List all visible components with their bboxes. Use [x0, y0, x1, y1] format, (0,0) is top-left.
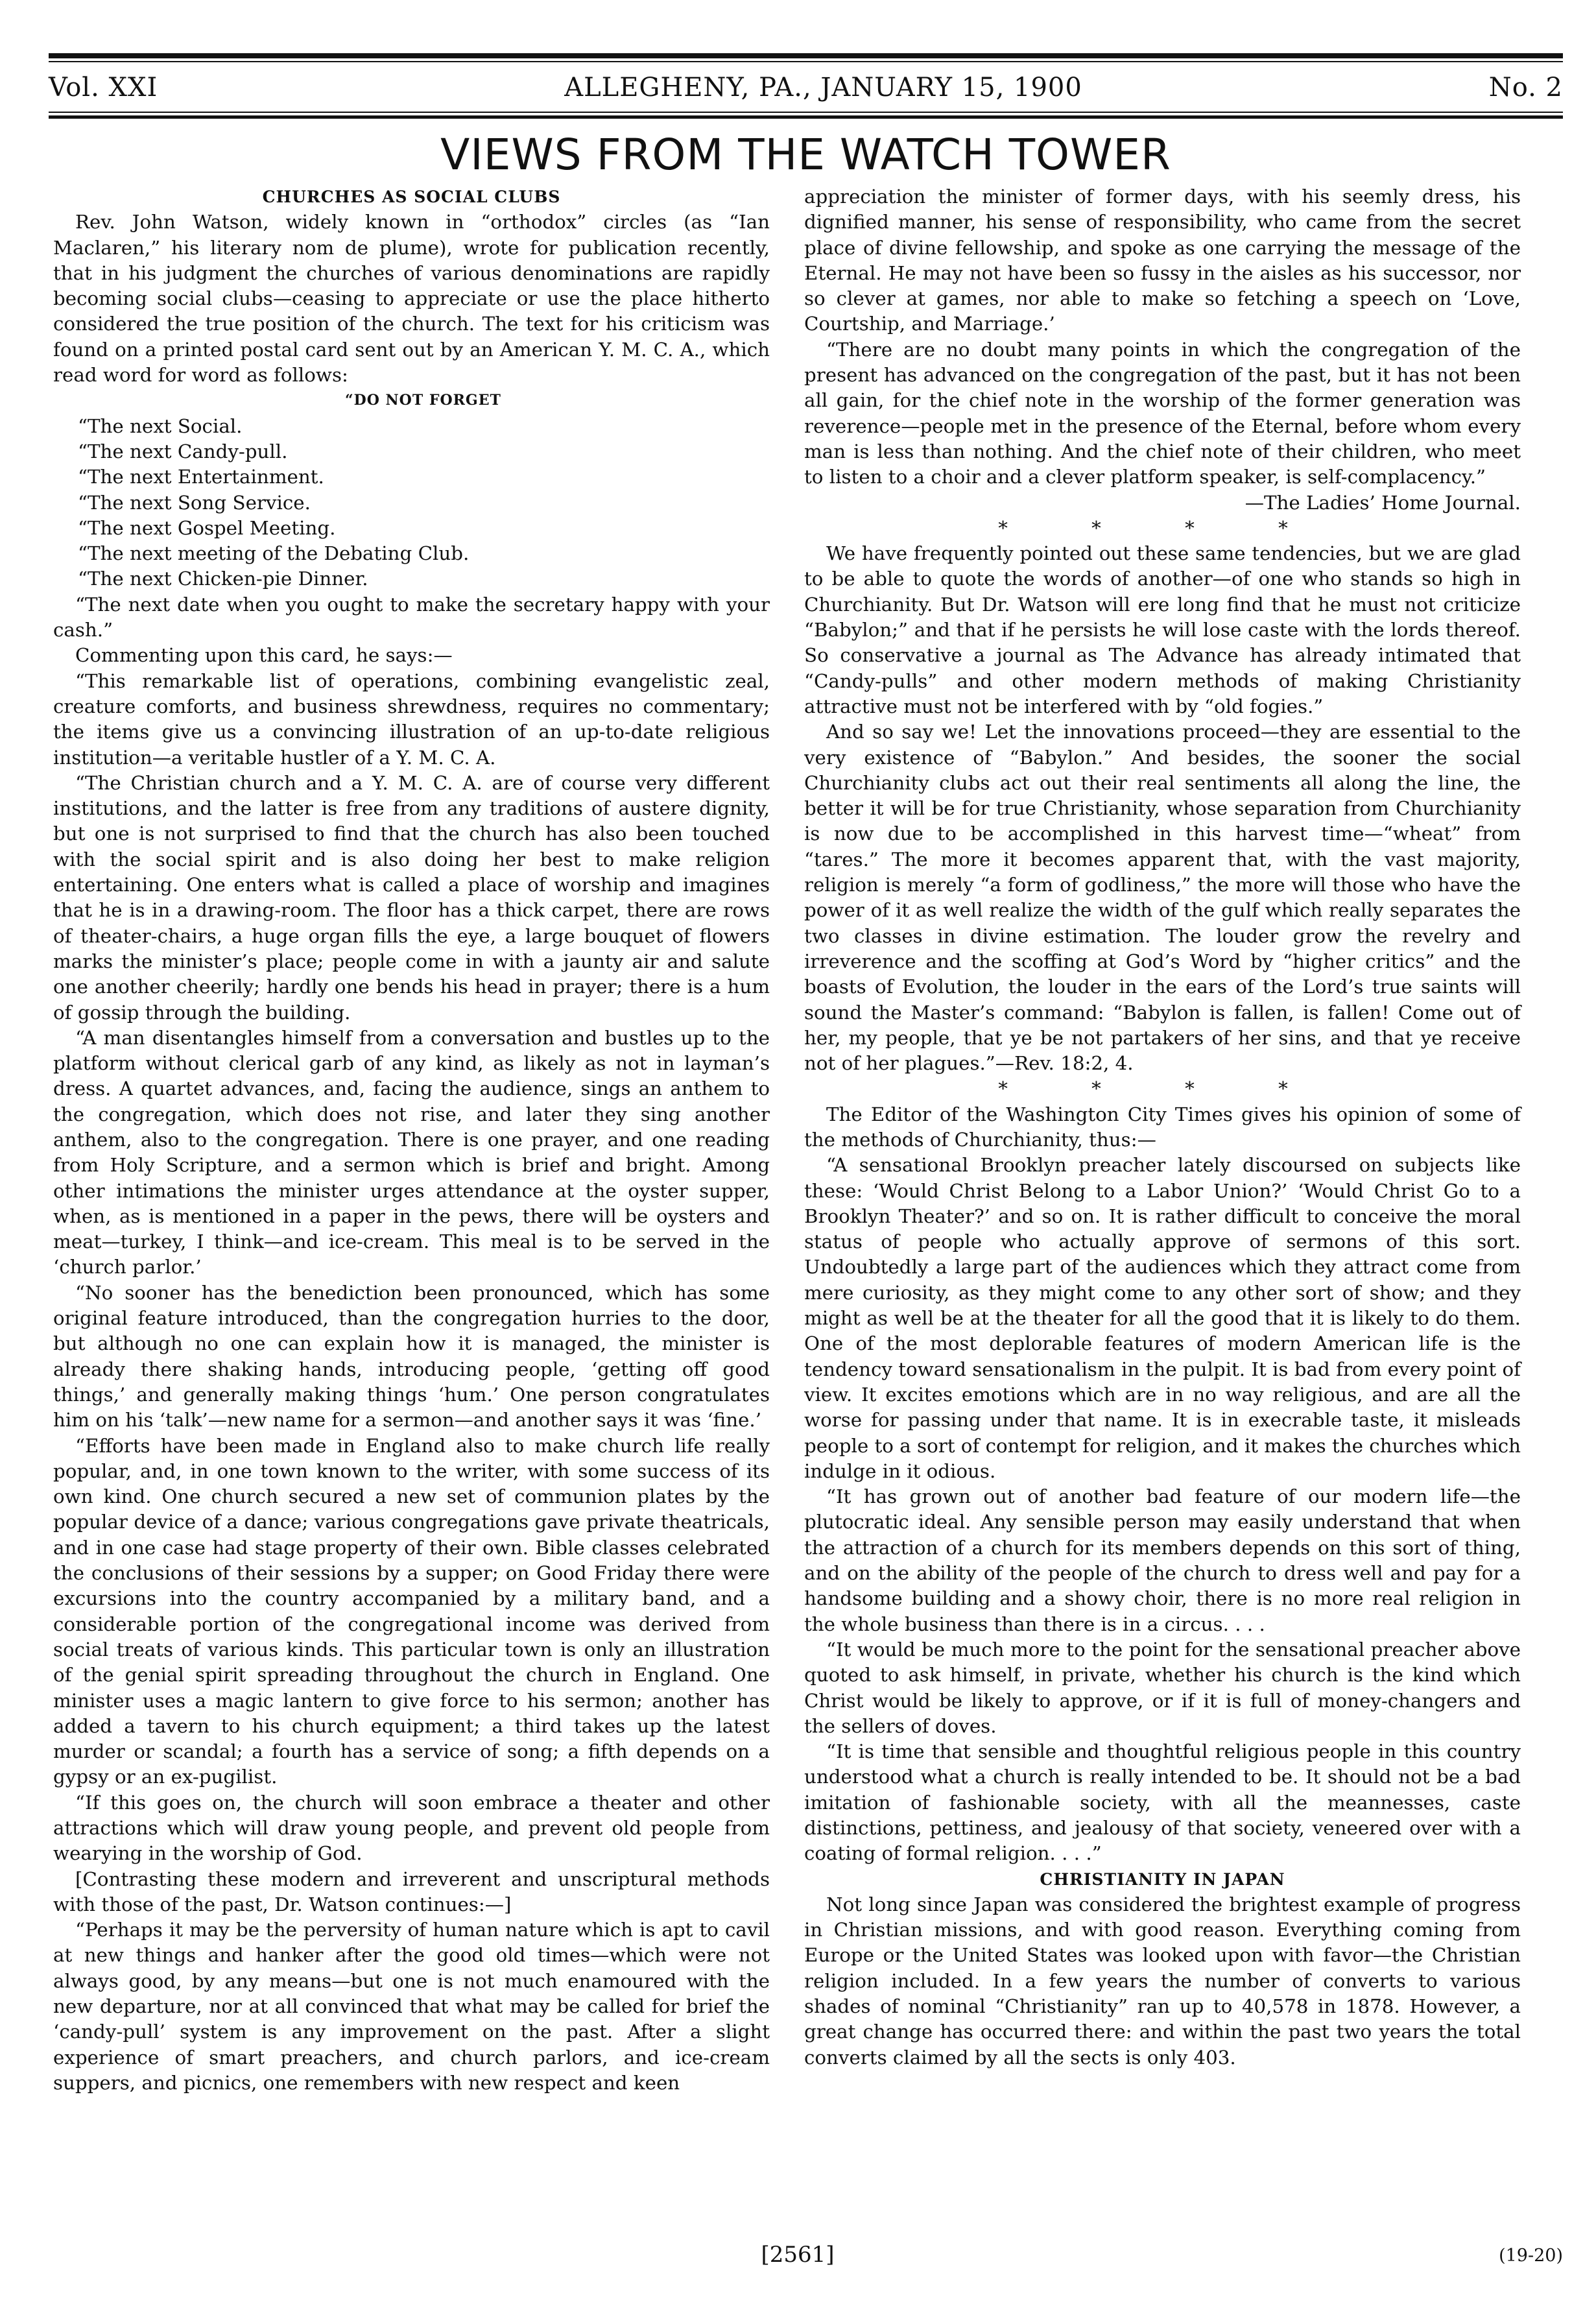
page-number: [2561] — [761, 2242, 835, 2268]
paragraph: “Efforts have been made in England also to make church life really popular, and, in one town known to the writer, with some success of its own kind. One church secured a new set of communion plates by the popular device of a dance; various congregations gave private theatricals, and in one case had stage property of their own. Bible classes celebrated the conclusions of their sessions by a supper; on Good Friday there were excursions into the country accompanied by a military band, and a considerable portion of the congregational income was derived from social treats of various kinds. This particular town is only an illustration of the genial spirit spreading throughout the church in England. One minister uses a magic lantern to give force to his sermon; another has added a tavern to his church equipment; a third takes up the latest murder or scandal; a fourth has a service of song; a fifth depends on a gypsy or an ex-pugilist. — [53, 1434, 770, 1788]
paragraph: “A sensational Brooklyn preacher lately discoursed on subjects like these: ‘Would Christ Belong to a Labor Union?’ ‘Would Christ Go to a Brooklyn Theater?’ and so on. It is rather difficult to conceive the moral status of people who actually approve of sermons of this sort. Undoubtedly a large part of the audiences which they attract come from mere curiosity, as they might come to any other sort of show; and they might as well be at the theater for all the good that it is likely to do them. One of the most deplorable features of modern American life is the tendency toward sensationalism in the pulpit. It is bad from every point of view. It excites emotions which are in no way religious, and are all the worse for passing under that name. It is in execrable taste, it misleads people to a sort of contempt for religion, and it makes the churches which indulge in it odious. — [804, 1154, 1521, 1482]
volume-label: Vol. XXI — [49, 73, 158, 102]
paragraph: “If this goes on, the church will soon embrace a theater and other attractions which will draw young people, and prevent old people from wearying in the worship of God. — [53, 1791, 770, 1865]
source-attribution: —The Ladies’ Home Journal. — [1245, 491, 1521, 514]
card-line: “The next Chicken-pie Dinner. — [78, 568, 368, 590]
paragraph: We have frequently pointed out these same tendencies, but we are glad to be able to quote the words of another—of one who stands so high in Churchianity. But Dr. Watson will ere long find that he must not criticize “Babylon;” and that if he persists he will lose caste with the lords thereof. So conservative a journal as The Advance has already intimated that “Candy-pulls” and other modern methods of making Christianity attractive must not be interfered with by “old fogies.” — [804, 542, 1521, 717]
issue-number: No. 2 — [1488, 73, 1563, 102]
paragraph: “It would be much more to the point for the sensational preacher above quoted to ask himself, in private, whether his church is the kind which Christ would be likely to approve, or if it is full of money-changers and the sellers of doves. — [804, 1638, 1521, 1737]
card-line: “The next Gospel Meeting. — [78, 516, 336, 539]
paragraph: “A man disentangles himself from a conversation and bustles up to the platform without clerical garb of any kind, as likely as not in layman’s dress. A quartet advances, and, facing the audience, sings an anthem to the congregation, which does not rise, and later they sing another anthem, also to the congregation. There is one prayer, and one reading from Holy Scripture, and a sermon which is brief and bright. Among other intimations the minister urges attendance at the oyster supper, when, as is mentioned in a paper in the pews, there will be oysters and meat—turkey, I think—and ice-cream. This meal is to be served in the ‘church parlor.’ — [53, 1026, 770, 1278]
card-line: “The next Entertainment. — [78, 466, 324, 488]
paragraph: “This remarkable list of operations, combining evangelistic zeal, creature comforts, and business shrewdness, requires no commentary; the items give us a convincing illustration of an up-to-date religious institution—a veritable hustler of a Y. M. C. A. — [53, 669, 770, 769]
card-line: “The next meeting of the Debating Club. — [78, 542, 470, 565]
paragraph: “The Christian church and a Y. M. C. A. are of course very different institutions, and the latter is free from any traditions of austere dignity, but one is not surprised to find that the church has also been touched with the social spirit and is also doing her best to make religion entertaining. One enters what is called a place of worship and imagines that he is in a drawing-room. The floor has a thick carpet, there are rows of theater-chairs, a huge organ fills the eye, a large bouquet of flowers marks the minister’s place; people come in with a jaunty air and salute one another cheerily; hardly one bends his head in prayer; there is a hum of gossip through the building. — [53, 771, 770, 1024]
page-code: (19-20) — [1499, 2246, 1563, 2266]
top-rule-thick — [49, 53, 1563, 58]
card-line: “The next Candy-pull. — [78, 440, 288, 462]
paragraph: Commenting upon this card, he says:— — [75, 644, 453, 667]
page-title: VIEWS FROM THE WATCH TOWER — [440, 130, 1171, 180]
paragraph: And so say we! Let the innovations proceed—they are essential to the very existence of “Babylon.” And besides, the sooner the social Churchianity clubs act out their real sentiments all along the line, the better it will be for true Christianity, whose separation from Churchianity is now due to be accomplished in this harvest time—“wheat” from “tares.” The more it becomes apparent that, with the vast majority, religion is merely “a form of godliness,” the more will those who have the power of it as well realize the width of the gulf which really separates the two classes in divine estimation. The louder grow the revelry and irreverence and the scoffing at God’s Word by “higher critics” and the boasts of Evolution, the louder in the ears of the Lord’s true saints will sound the Master’s command: “Babylon is fallen, is fallen! Come out of her, my people, that ye be not partakers of her sins, and that ye receive not of her plagues.”—Rev. 18:2, 4. — [804, 721, 1521, 1075]
place-date: ALLEGHENY, PA., JANUARY 15, 1900 — [564, 73, 1082, 102]
header-rule-thin — [49, 112, 1563, 113]
card-line: “The next Social. — [78, 414, 243, 437]
masthead — [49, 67, 1563, 108]
section-heading: CHURCHES AS SOCIAL CLUBS — [262, 187, 561, 206]
left-column — [53, 184, 770, 2096]
section-heading: CHRISTIANITY IN JAPAN — [1040, 1869, 1285, 1889]
paragraph: Not long since Japan was considered the brightest example of progress in Christian missions, and with good reason. Everything coming from Europe or the United States was looked upon with favor—the Christian religion included. In a few years the number of converts to various shades of nominal “Christianity” ran up to 40,578 in 1878. However, a great change has occurred there: and within the past two years the total converts claimed by all the sects is only 403. — [804, 1893, 1521, 2069]
card-line: “The next Song Service. — [78, 491, 311, 514]
paragraph: [Contrasting these modern and irreverent and unscriptural methods with those of the past, Dr. Watson continues:—] — [53, 1867, 770, 1915]
section-divider: * * * * — [998, 1077, 1327, 1100]
paragraph: “It is time that sensible and thoughtful religious people in this country understood what a church is really intended to be. It should not be a bad imitation of fashionable society, with all the meannesses, caste distinctions, pettiness, and jealousy of that society, veneered over with a coating of formal religion. . . .” — [804, 1740, 1521, 1865]
paragraph: “It has grown out of another bad feature of our modern life—the plutocratic ideal. Any sensible person may easily understand that when the attraction of a church for its members depends on this sort of thing, and on the ability of the people of the church to dress well and pay for a handsome building and a showy choir, there is no more real religion in the whole business than there is in a circus. . . . — [804, 1485, 1521, 1635]
card-heading: “DO NOT FORGET — [345, 392, 501, 409]
section-divider: * * * * — [998, 516, 1327, 539]
paragraph: “No sooner has the benediction been pronounced, which has some original feature introduced, than the congregation hurries to the door, but although no one can explain how it is managed, the minister is already there shaking hands, introducing people, ‘getting off good things,’ and generally making things ‘hum.’ One person congratulates him on his ‘talk’—new name for a sermon—and another says it was ‘fine.’ — [53, 1281, 770, 1432]
paragraph: The Editor of the Washington City Times gives his opinion of some of the methods of Churchianity, thus:— — [804, 1103, 1521, 1151]
right-column — [804, 184, 1521, 2070]
paragraph: “Perhaps it may be the perversity of human nature which is apt to cavil at new things and hanker after the good old times—which were not always good, by any means—but one is not much enamoured with the new departure, nor at all convinced that what may be called for brief the ‘candy-pull’ system is any improvement on the past. After a slight experience of smart preachers, and church parlors, and ice-cream suppers, and picnics, one remembers with new respect and keen — [53, 1919, 770, 2094]
paragraph: “There are no doubt many points in which the congregation of the present has advanced on the congregation of the past, but it has not been all gain, for the chief note in the worship of the former generation was reverence—people met in the presence of the Eternal, before whom every man is less than nothing. And the chief note of their children, who meet to listen to a choir and a clever platform speaker, is self-complacency.” — [804, 338, 1521, 488]
paragraph: “The next date when you ought to make the secretary happy with your cash.” — [53, 593, 770, 642]
header-rule-thick — [49, 115, 1563, 119]
paragraph: Rev. John Watson, widely known in “orthodox” circles (as “Ian Maclaren,” his literary nom de plume), wrote for publication recently, that in his judgment the churches of various denominations are rapidly becoming social clubs—ceasing to appreciate or use the place hitherto considered the true position of the church. The text for his criticism was found on a printed postal card sent out by an American Y. M. C. A., which read word for word as follows: — [53, 211, 770, 387]
top-rule-thin — [49, 61, 1563, 62]
paragraph: appreciation the minister of former days, with his seemly dress, his dignified manner, his sense of responsibility, who came from the secret place of divine fellowship, and spoke as one carrying the message of the Eternal. He may not have been so fussy in the aisles as his successor, nor so clever at games, nor able to make so fetching a speech on ‘Love, Courtship, and Marriage.’ — [804, 186, 1521, 335]
